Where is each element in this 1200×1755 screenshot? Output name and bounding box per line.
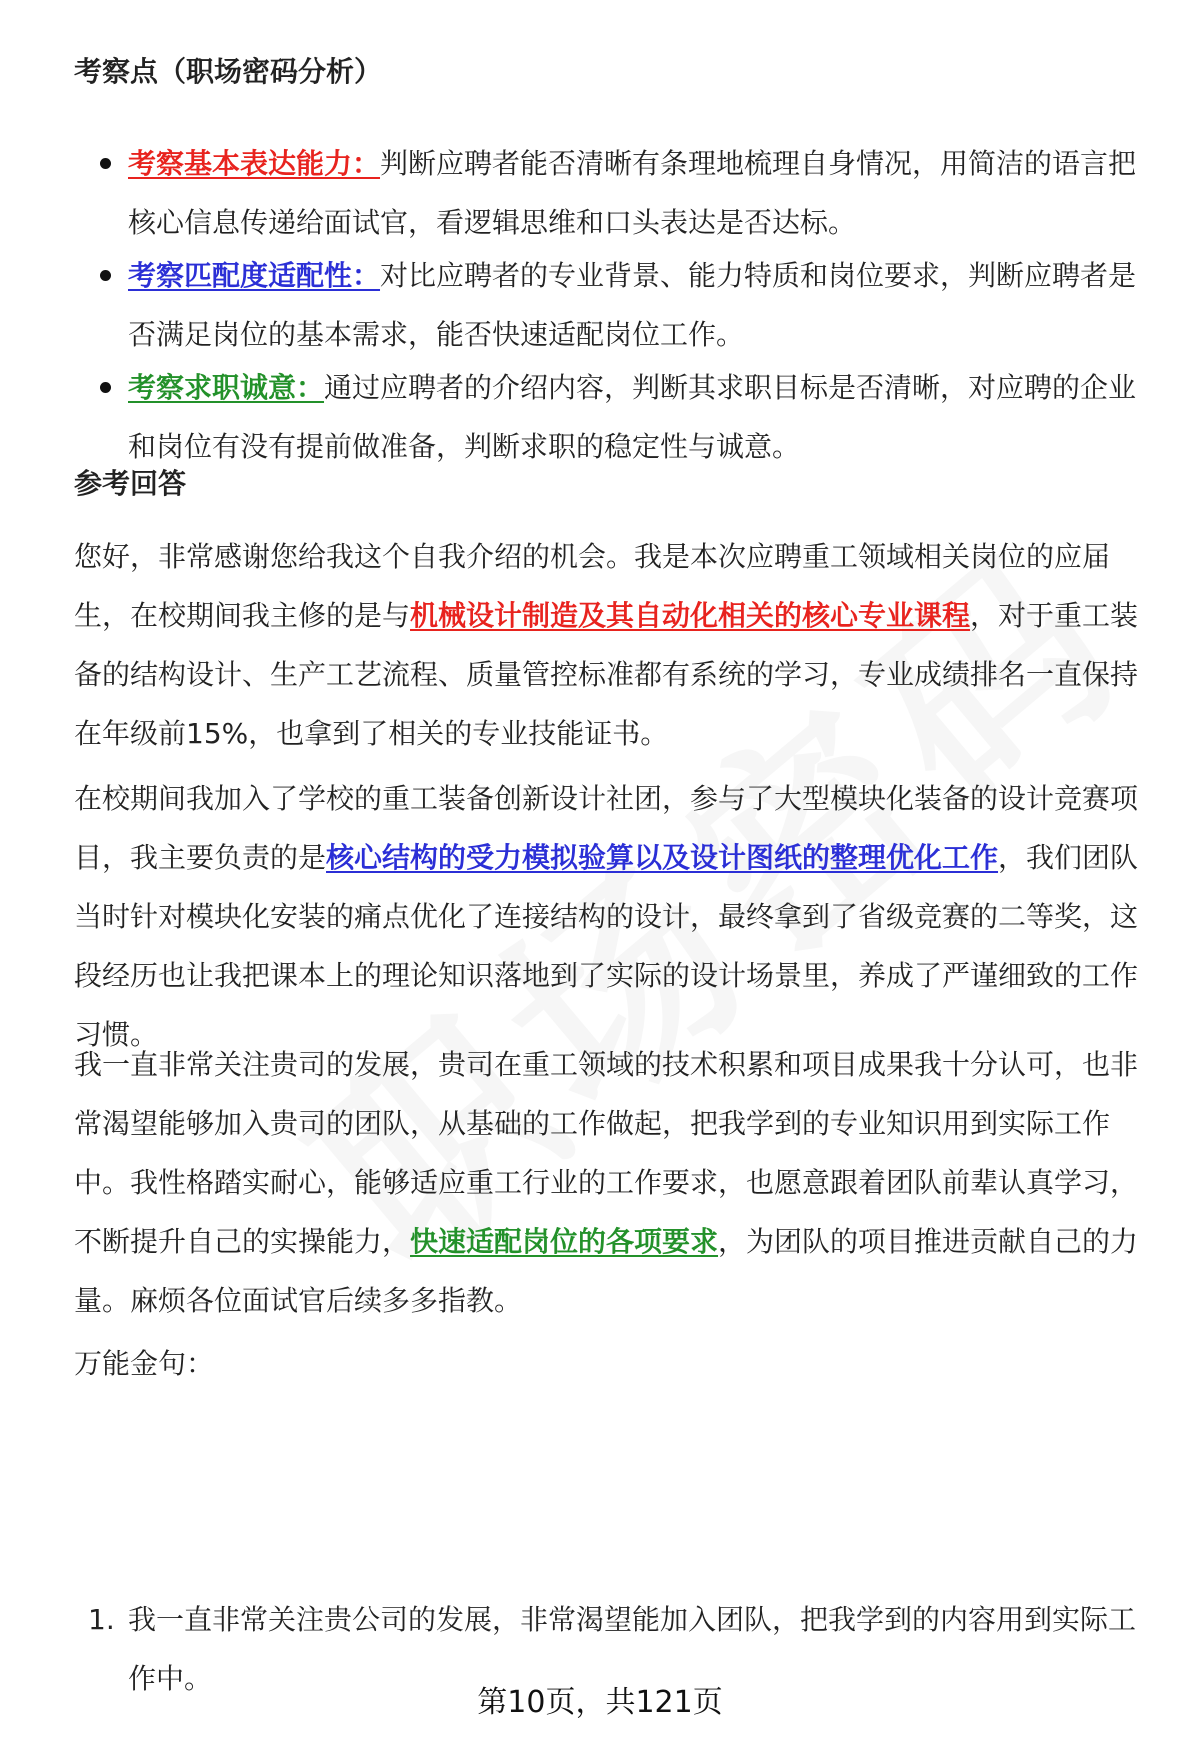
answer-section-title: 参考回答 [74,467,187,500]
paragraph-text: 您好，非常感谢您给我这个自我介绍的机会。我是本次应聘重工领域相关岗位的应届生，在校期间我主修的是与 [74,540,1111,632]
list-item [74,358,1144,476]
bullet-icon [100,382,111,393]
paragraph-text: 我一直非常关注贵司的发展，贵司在重工领域的技术积累和项目成果我十分认可，也非常渴望能够加入贵司的团队，从基础的工作做起，把我学到的专业知识用到实际工作中。我性格踏实耐心，能够适应重工行业的工作要求，也愿意跟着团队前辈认真学习，不断提升自己的实操能力， [74,1048,1139,1258]
highlight-major: 机械设计制造及其自动化相关的核心专业课程 [410,599,971,632]
list-item [74,246,1144,364]
assessment-points-list [74,134,1144,476]
keyword-basic-expression: 考察基本表达能力： [128,147,381,180]
paragraph-text: ，对于重工装备的结构设计、生产工艺流程、质量管控标准都有系统的学习，专业成绩排名一直保持在年级前15%，也拿到了相关的专业技能证书。 [74,599,1139,750]
bullet-icon [100,270,111,281]
paragraph-text: ，为团队的项目推进贡献自己的力量。麻烦各位面试官后续多多指教。 [74,1225,1139,1317]
paragraph-text: 在校期间我加入了学校的重工装备创新设计社团，参与了大型模块化装备的设计竞赛项目，我主要负责的是 [74,782,1139,874]
keyword-match-fit: 考察匹配度适配性： [128,259,381,292]
bullet-icon [100,158,111,169]
bullet-text: 通过应聘者的介绍内容，判断其求职目标是否清晰，对应聘的企业和岗位有没有提前做准备，判断求职的稳定性与诚意。 [128,371,1137,463]
highlight-responsibility: 核心结构的受力模拟验算以及设计图纸的整理优化工作 [326,841,999,874]
bullet-text: 判断应聘者能否清晰有条理地梳理自身情况，用简洁的语言把核心信息传递给面试官，看逻辑思维和口头表达是否达标。 [128,147,1137,239]
paragraph-text: ，我们团队当时针对模块化安装的痛点优化了连接结构的设计，最终拿到了省级竞赛的二等奖，这段经历也让我把课本上的理论知识落地到了实际的设计场景里，养成了严谨细致的工作习惯。 [74,841,1139,1051]
bullet-text: 对比应聘者的专业背景、能力特质和岗位要求，判断应聘者是否满足岗位的基本需求，能否快速适配岗位工作。 [128,259,1137,351]
kaocha-section-title: 考察点（职场密码分析） [74,55,383,88]
highlight-adapt: 快速适配岗位的各项要求 [410,1225,719,1258]
list-item [74,134,1144,252]
keyword-sincerity: 考察求职诚意： [128,371,325,404]
golden-sentence-text: 我一直非常关注贵公司的发展，非常渴望能加入团队，把我学到的内容用到实际工作中。 [128,1603,1137,1695]
answer-paragraph-2 [74,769,1144,1064]
answer-paragraph-3 [74,1035,1144,1330]
list-number: 1. [88,1603,115,1636]
golden-sentences-heading: 万能金句： [74,1347,215,1380]
answer-paragraph-1 [74,527,1144,763]
page-number: 第10页，共121页 [477,1685,723,1720]
